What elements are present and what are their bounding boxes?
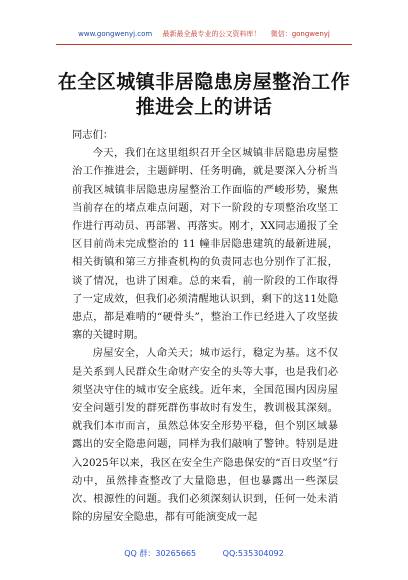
document-body	[72, 126, 338, 526]
page-header	[0, 30, 408, 39]
header-site-link[interactable]: www.gongwenyj.com	[78, 30, 153, 38]
header-wechat: 微信：gongwenyj	[270, 30, 330, 38]
document-title: 在全区城镇非居隐患房屋整治工作推进会上的讲话	[57, 71, 351, 118]
salutation: 同志们：	[72, 129, 114, 141]
page-footer	[0, 549, 408, 559]
footer-qq-group: QQ 群：30265665	[124, 549, 197, 558]
body-paragraph: 今天，我们在这里组织召开全区城镇非居隐患房屋整治工作推进会，主题鲜明、任务明确，就是要深入分析当前我区城镇非居隐患房屋整治工作面临的严峻形势，聚焦当前存在的堵点难点问题，对下一阶段的专项整治攻坚工作进行再动员、再部署、再落实。刚才，XX同志通报了全区目前尚未完成整治的 11 幢非居隐患建筑的最新进展，相关街镇和第三方排查机构的负责同志也分别作了汇报，谈了情况，也讲了困难。总的来看，前一阶段的工作取得了一定成效，但我们必须清醒地认识到，剩下的这11处隐患点，都是难啃的“硬骨头”，整治工作已经进入了攻坚拔寨的关键时期。	[72, 147, 338, 342]
footer-qq: QQ:535304092	[222, 549, 284, 558]
header-slogan: 最新最全最专业的公文资料库！	[162, 30, 261, 38]
header-divider	[56, 44, 352, 45]
body-paragraph: 房屋安全，人命关天；城市运行，稳定为基。这不仅是关系到人民群众生命财产安全的头等大事，也是我们必须坚决守住的城市安全底线。近年来，全国范围内因房屋安全问题引发的群死群伤事故时有发生，教训极其深刻。就我们本市而言，虽然总体安全形势平稳，但个别区域暴露出的安全隐患问题，同样为我们敲响了警钟。特别是进入2025年以来，我区在安全生产隐患保安的“百日攻坚”行动中，虽然排查整改了大量隐患，但也暴露出一些深层次、根源性的问题。我们必须深刻认识到，任何一处未消除的房屋安全隐患，都有可能演变成一起	[72, 347, 338, 524]
